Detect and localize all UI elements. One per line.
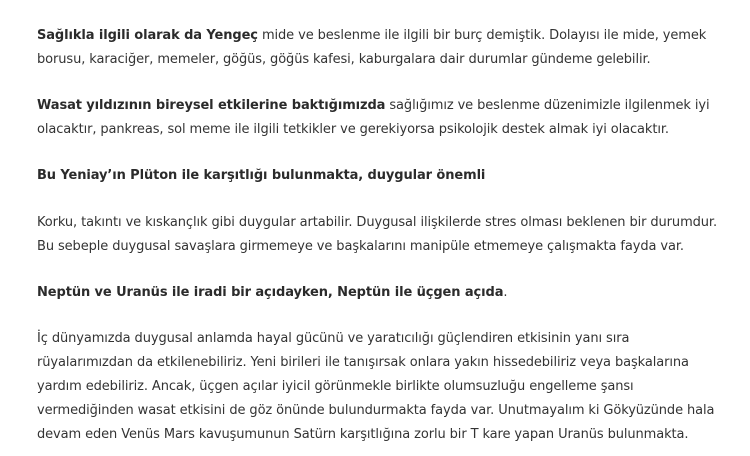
paragraph-health-cancer-text: mide ve beslenme ile ilgili bir burç demiştik. Dolayısı ile mide, yemek borusu, karaciğer, memeler, göğüs, göğüs kafesi, kaburgalara dair durumlar gündeme gelebilir. [37,28,707,67]
paragraph-health-cancer [37,24,737,72]
paragraph-wasat-star-text: sağlığımız ve beslenme düzenimizle ilgilenmek iyi olacaktır, pankreas, sol meme ile ilgili tetkikler ve gerekiyorsa psikolojik destek almak iyi olacaktır. [37,98,710,137]
paragraph-health-cancer-lead: Sağlıkla ilgili olarak da Yengeç [37,28,258,43]
paragraph-wasat-star-lead: Wasat yıldızının bireysel etkilerine baktığımızda [37,98,386,113]
paragraph-inner-world-text: İç dünyamızda duygusal anlamda hayal gücünü ve yaratıcılığı güçlendiren etkisinin yanı sıra rüyalarımızdan da etkilenebiliriz. Yeni birileri ile tanışırsak onlara yakın hissedebiliriz veya başkalarına yardım edebiliriz. Ancak, üçgen açılar iyicil görünmekle birlikte olumsuzluğu engelleme şansı vermediğinden wasat etkisini de göz önünde bulundurmakta fayda var. Unutmayalım ki Gökyüzünde hala devam eden Venüs Mars kavuşumunun Satürn karşıtlığına zorlu bir T kare yapan Uranüs bulunmakta. [37,331,715,442]
heading-neptune-uranus-period: . [503,285,508,300]
heading-pluto-opposition-text: Bu Yeniay’ın Plüton ile karşıtlığı bulunmakta, duygular önemli [37,168,486,183]
paragraph-emotions-text: Korku, takıntı ve kıskançlık gibi duygular artabilir. Duygusal ilişkilerde stres olması beklenen bir durumdur. Bu sebeple duygusal savaşlara girmemeye ve başkalarını manipüle etmemeye çalışmakta fayda var. [37,215,718,254]
heading-neptune-uranus-text: Neptün ve Uranüs ile iradi bir açıdayken, Neptün ile üçgen açıda [37,285,504,300]
paragraph-emotions [37,211,737,259]
heading-neptune-uranus [37,281,737,305]
paragraph-wasat-star [37,94,737,142]
heading-pluto-opposition [37,164,737,188]
paragraph-inner-world [37,327,727,447]
